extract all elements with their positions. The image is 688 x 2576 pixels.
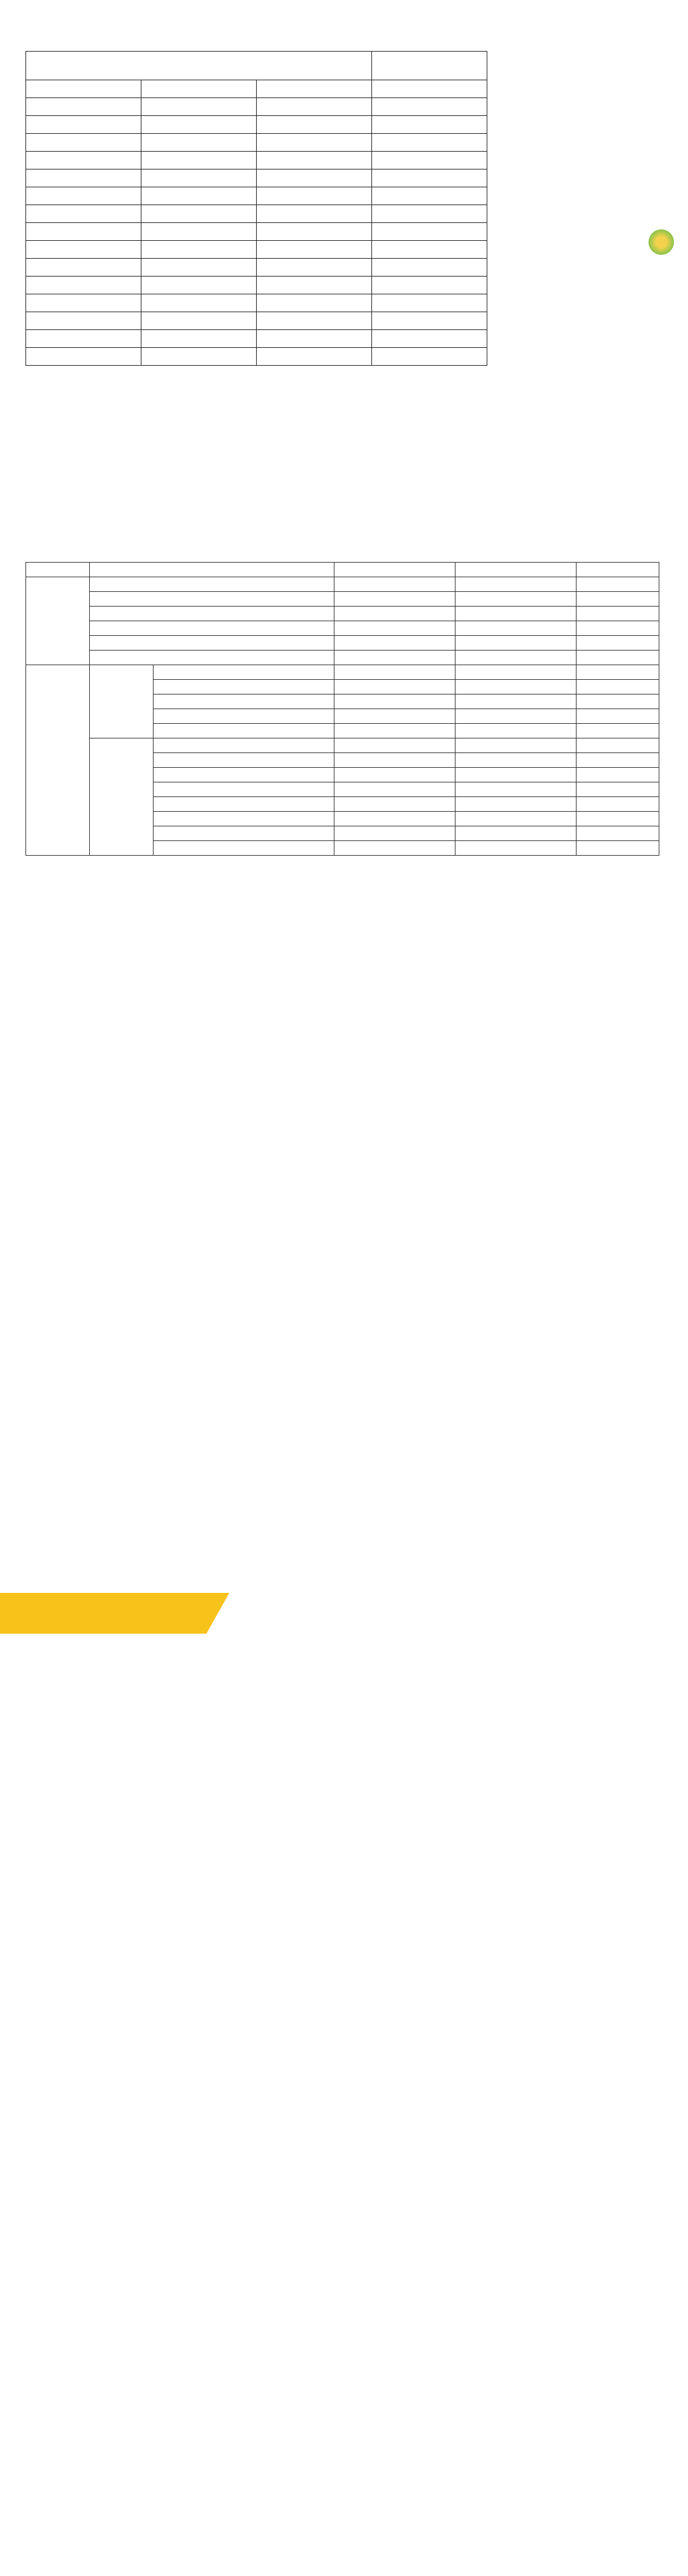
- row-item: [141, 294, 257, 312]
- row-month: [257, 134, 372, 152]
- row-detail: [89, 636, 334, 651]
- row-year: [372, 312, 487, 330]
- row-no: [26, 169, 141, 187]
- row-detail: [89, 651, 334, 665]
- col-header: [26, 80, 141, 98]
- col-header: [26, 563, 90, 577]
- row-note: [577, 753, 659, 768]
- row-no: [26, 259, 141, 277]
- row-note: [577, 841, 659, 856]
- row-detail: [89, 592, 334, 607]
- row-year: [372, 241, 487, 259]
- table-row: [26, 241, 487, 259]
- col-header: [372, 80, 487, 98]
- row-year: [455, 753, 577, 768]
- table-row: [26, 651, 659, 665]
- row-month: [334, 680, 455, 694]
- table-row: [26, 152, 487, 169]
- row-month: [257, 294, 372, 312]
- table-row: [26, 259, 487, 277]
- row-note: [577, 738, 659, 753]
- row-month: [334, 738, 455, 753]
- row-item: [141, 277, 257, 294]
- col-header: [334, 563, 455, 577]
- row-year: [372, 187, 487, 205]
- scholarship-label: [89, 665, 153, 738]
- row-year: [455, 680, 577, 694]
- row-year: [372, 330, 487, 348]
- row-item: [141, 116, 257, 134]
- row-month: [334, 812, 455, 826]
- row-no: [26, 152, 141, 169]
- row-month: [334, 797, 455, 812]
- table-row: [26, 563, 659, 577]
- row-note: [577, 826, 659, 841]
- total-label: [26, 348, 141, 366]
- row-year: [372, 259, 487, 277]
- row-year: [455, 841, 577, 856]
- row-month: [334, 709, 455, 724]
- table-row: [26, 312, 487, 330]
- col-header: [257, 80, 372, 98]
- col-header: [577, 563, 659, 577]
- table-row: [26, 636, 659, 651]
- row-note: [577, 812, 659, 826]
- row-month: [334, 724, 455, 738]
- income-label: [26, 577, 90, 665]
- row-item: [141, 241, 257, 259]
- row-year: [455, 709, 577, 724]
- row-month: [334, 826, 455, 841]
- row-item: [141, 330, 257, 348]
- table-row: [26, 330, 487, 348]
- row-year: [372, 134, 487, 152]
- row-note: [577, 782, 659, 797]
- row-detail: [153, 826, 334, 841]
- row-item: [141, 259, 257, 277]
- row-note: [577, 665, 659, 680]
- table-row: [26, 577, 659, 592]
- row-year: [455, 797, 577, 812]
- unit-right: [372, 52, 487, 80]
- row-month: [257, 259, 372, 277]
- row-year: [372, 294, 487, 312]
- row-year: [455, 577, 577, 592]
- table-row: [26, 134, 487, 152]
- row-no: [26, 98, 141, 116]
- row-note: [577, 636, 659, 651]
- row-note: [577, 607, 659, 621]
- row-detail: [153, 753, 334, 768]
- mgmt-expense-table: [25, 51, 487, 366]
- table-row: [26, 223, 487, 241]
- row-no: [26, 134, 141, 152]
- row-year: [455, 724, 577, 738]
- row-item: [141, 187, 257, 205]
- table-row: [26, 665, 659, 680]
- row-note: [577, 621, 659, 636]
- row-note: [577, 724, 659, 738]
- row-year: [372, 169, 487, 187]
- table-row: [26, 169, 487, 187]
- row-month: [257, 312, 372, 330]
- row-year: [455, 607, 577, 621]
- row-year: [372, 98, 487, 116]
- row-note: [577, 694, 659, 709]
- row-note: [577, 651, 659, 665]
- row-detail: [153, 694, 334, 709]
- row-item: [141, 205, 257, 223]
- row-no: [26, 330, 141, 348]
- row-month: [334, 621, 455, 636]
- row-year: [372, 205, 487, 223]
- row-detail: [153, 768, 334, 782]
- row-month: [334, 577, 455, 592]
- row-detail: [153, 812, 334, 826]
- total-blank: [141, 348, 257, 366]
- row-note: [577, 797, 659, 812]
- row-no: [26, 116, 141, 134]
- row-detail: [153, 709, 334, 724]
- row-item: [141, 152, 257, 169]
- row-year: [455, 694, 577, 709]
- row-year: [455, 665, 577, 680]
- row-note: [577, 680, 659, 694]
- row-year: [455, 592, 577, 607]
- row-detail: [153, 724, 334, 738]
- table-row: [26, 116, 487, 134]
- table-row: [26, 592, 659, 607]
- row-month: [257, 98, 372, 116]
- row-year: [455, 636, 577, 651]
- expense-label: [26, 665, 90, 856]
- row-no: [26, 277, 141, 294]
- row-no: [26, 312, 141, 330]
- row-year: [455, 812, 577, 826]
- table-row: [26, 738, 659, 753]
- row-detail: [153, 782, 334, 797]
- row-month: [257, 187, 372, 205]
- table-row: [26, 277, 487, 294]
- row-year: [455, 826, 577, 841]
- row-month: [334, 768, 455, 782]
- row-month: [334, 665, 455, 680]
- row-year: [455, 651, 577, 665]
- row-month: [334, 694, 455, 709]
- row-detail: [89, 621, 334, 636]
- row-no: [26, 294, 141, 312]
- row-month: [257, 152, 372, 169]
- foundation-logo-icon: [649, 229, 674, 255]
- row-month: [334, 636, 455, 651]
- total-month: [257, 348, 372, 366]
- row-detail: [89, 607, 334, 621]
- row-month: [334, 592, 455, 607]
- row-month: [334, 841, 455, 856]
- table-row: [26, 607, 659, 621]
- table-row: [26, 187, 487, 205]
- row-month: [257, 169, 372, 187]
- row-detail: [153, 738, 334, 753]
- row-item: [141, 134, 257, 152]
- row-note: [577, 592, 659, 607]
- row-month: [334, 753, 455, 768]
- col-header: [89, 563, 334, 577]
- table-row: [26, 98, 487, 116]
- unit-label: [26, 52, 372, 80]
- row-month: [257, 205, 372, 223]
- row-month: [334, 782, 455, 797]
- table-row: [26, 294, 487, 312]
- row-month: [334, 607, 455, 621]
- row-month: [257, 241, 372, 259]
- row-detail: [153, 680, 334, 694]
- row-month: [257, 277, 372, 294]
- table-row: [26, 621, 659, 636]
- row-no: [26, 187, 141, 205]
- row-year: [372, 223, 487, 241]
- row-detail: [153, 665, 334, 680]
- row-note: [577, 709, 659, 724]
- row-item: [141, 98, 257, 116]
- col-header: [141, 80, 257, 98]
- table-row: [26, 205, 487, 223]
- row-item: [141, 312, 257, 330]
- row-no: [26, 223, 141, 241]
- col-header: [455, 563, 577, 577]
- row-year: [372, 116, 487, 134]
- section-banner: [0, 1593, 229, 1634]
- row-detail: [153, 797, 334, 812]
- row-item: [141, 169, 257, 187]
- row-note: [577, 577, 659, 592]
- income-expense-table: [25, 562, 659, 856]
- row-month: [257, 116, 372, 134]
- row-month: [334, 651, 455, 665]
- row-year: [455, 768, 577, 782]
- row-year: [455, 738, 577, 753]
- row-no: [26, 241, 141, 259]
- row-month: [257, 223, 372, 241]
- row-year: [372, 277, 487, 294]
- total-year: [372, 348, 487, 366]
- row-year: [455, 621, 577, 636]
- row-year: [372, 152, 487, 169]
- row-detail: [89, 577, 334, 592]
- row-month: [257, 330, 372, 348]
- row-note: [577, 768, 659, 782]
- park-label: [89, 738, 153, 856]
- row-year: [455, 782, 577, 797]
- row-detail: [153, 841, 334, 856]
- row-no: [26, 205, 141, 223]
- row-item: [141, 223, 257, 241]
